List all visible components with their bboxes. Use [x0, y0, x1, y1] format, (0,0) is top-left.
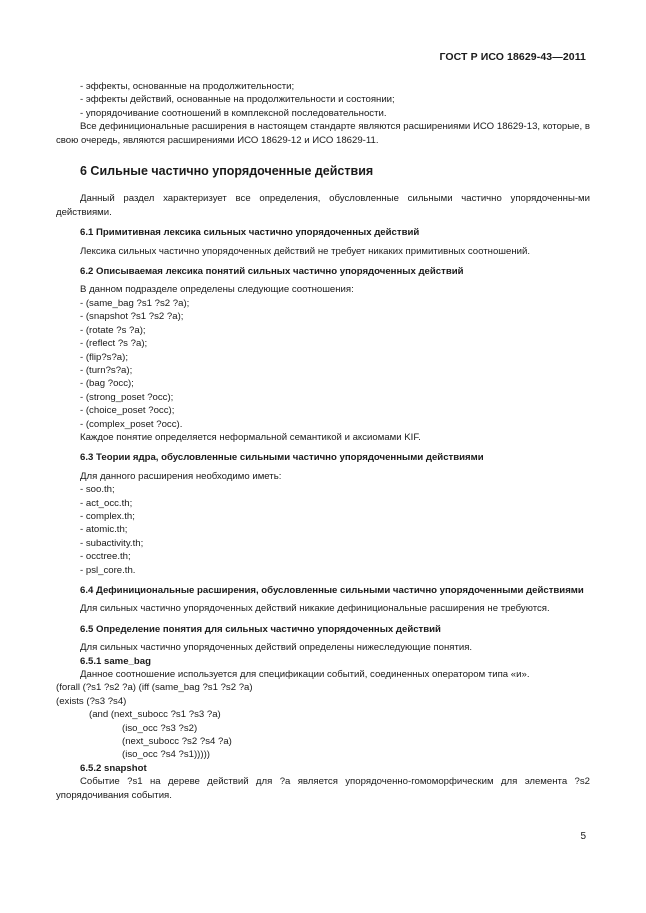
theory-item: - occtree.th;	[80, 551, 131, 563]
subsection-6-3-heading: 6.3 Теории ядра, обусловленные сильными частично упорядоченными действиями	[80, 452, 484, 464]
page-number: 5	[580, 831, 586, 842]
subsection-6-2-heading: 6.2 Описываемая лексика понятий сильных частично упорядоченных действий	[80, 266, 464, 278]
subsection-6-4-text: Для сильных частично упорядоченных действий никакие дефинициональные расширения не требуются.	[80, 603, 550, 615]
theory-item: - subactivity.th;	[80, 537, 144, 549]
theory-item: - atomic.th;	[80, 524, 128, 536]
clause-6-5-1-heading: 6.5.1 same_bag	[80, 655, 151, 667]
clause-6-5-2-text: Событие ?s1 на дереве действий для ?a является упорядоченно-гомоморфическим для элемента ?s2 упорядочивания события.	[56, 776, 590, 801]
kif-axiom-line: (and (next_subocc ?s1 ?s3 ?a)	[89, 709, 221, 721]
relation-item: - (rotate ?s ?a);	[80, 324, 146, 336]
subsection-6-5-heading: 6.5 Определение понятия для сильных частично упорядоченных действий	[80, 623, 441, 635]
theory-item: - act_occ.th;	[80, 497, 133, 509]
theory-item: - soo.th;	[80, 484, 115, 496]
subsection-6-2-tail: Каждое понятие определяется неформальной семантикой и аксиомами KIF.	[80, 431, 421, 443]
relation-item: - (flip?s?a);	[80, 351, 128, 363]
relation-item: - (same_bag ?s1 ?s2 ?a);	[80, 297, 190, 309]
extensions-note: Все дефинициональные расширения в настоящем стандарте являются расширениями ИСО 18629-13, которые, в свою очередь, являются расширениями ИСО 18629-12 и ИСО 18629-11.	[56, 121, 590, 146]
subsection-6-5-lead: Для сильных частично упорядоченных действий определены нижеследующие понятия.	[80, 642, 473, 654]
page-body	[56, 80, 590, 802]
relation-item: - (bag ?occ);	[80, 378, 134, 390]
relation-item: - (complex_poset ?occ).	[80, 418, 183, 430]
subsection-6-3-lead: Для данного расширения необходимо иметь:	[80, 470, 282, 482]
subsection-6-1-text: Лексика сильных частично упорядоченных действий не требует никаких примитивных соотношений.	[80, 245, 530, 257]
relation-item: - (strong_poset ?occ);	[80, 391, 174, 403]
kif-axiom-line: (forall (?s1 ?s2 ?a) (iff (same_bag ?s1 ?s2 ?a)	[56, 682, 253, 694]
subsection-6-4-heading: 6.4 Дефинициональные расширения, обусловленные сильными частично упорядоченными действиями	[80, 585, 584, 596]
theory-item: - psl_core.th.	[80, 564, 136, 576]
kif-axiom-line: (next_subocc ?s2 ?s4 ?a)	[122, 736, 232, 748]
clause-6-5-2-heading: 6.5.2 snapshot	[80, 762, 147, 774]
relation-item: - (reflect ?s ?a);	[80, 338, 148, 350]
relation-item: - (choice_poset ?occ);	[80, 405, 175, 417]
kif-axiom-line: (exists (?s3 ?s4)	[56, 695, 127, 707]
theory-item: - complex.th;	[80, 510, 135, 522]
list-item: - эффекты, основанные на продолжительности;	[80, 81, 295, 92]
list-item: - упорядочивание соотношений в комплексной последовательности.	[80, 107, 387, 119]
clause-6-5-1-text: Данное соотношение используется для спецификации событий, соединенных оператором типа «и».	[80, 669, 530, 681]
relation-item: - (turn?s?a);	[80, 364, 133, 376]
list-item: - эффекты действий, основанные на продолжительности и состоянии;	[80, 94, 395, 106]
kif-axiom-line: (iso_occ ?s4 ?s1)))))	[122, 749, 210, 761]
running-header: ГОСТ Р ИСО 18629-43—2011	[439, 51, 586, 63]
relation-item: - (snapshot ?s1 ?s2 ?a);	[80, 311, 184, 323]
section-6-heading: 6 Сильные частично упорядоченные действия	[80, 164, 374, 179]
kif-axiom-line: (iso_occ ?s3 ?s2)	[122, 722, 198, 734]
subsection-6-1-heading: 6.1 Примитивная лексика сильных частично упорядоченных действий	[80, 227, 420, 239]
section-6-intro: Данный раздел характеризует все определения, обусловленные сильными частично упорядоченны-ми действиями.	[56, 193, 590, 218]
subsection-6-2-lead: В данном подразделе определены следующие соотношения:	[80, 284, 354, 296]
